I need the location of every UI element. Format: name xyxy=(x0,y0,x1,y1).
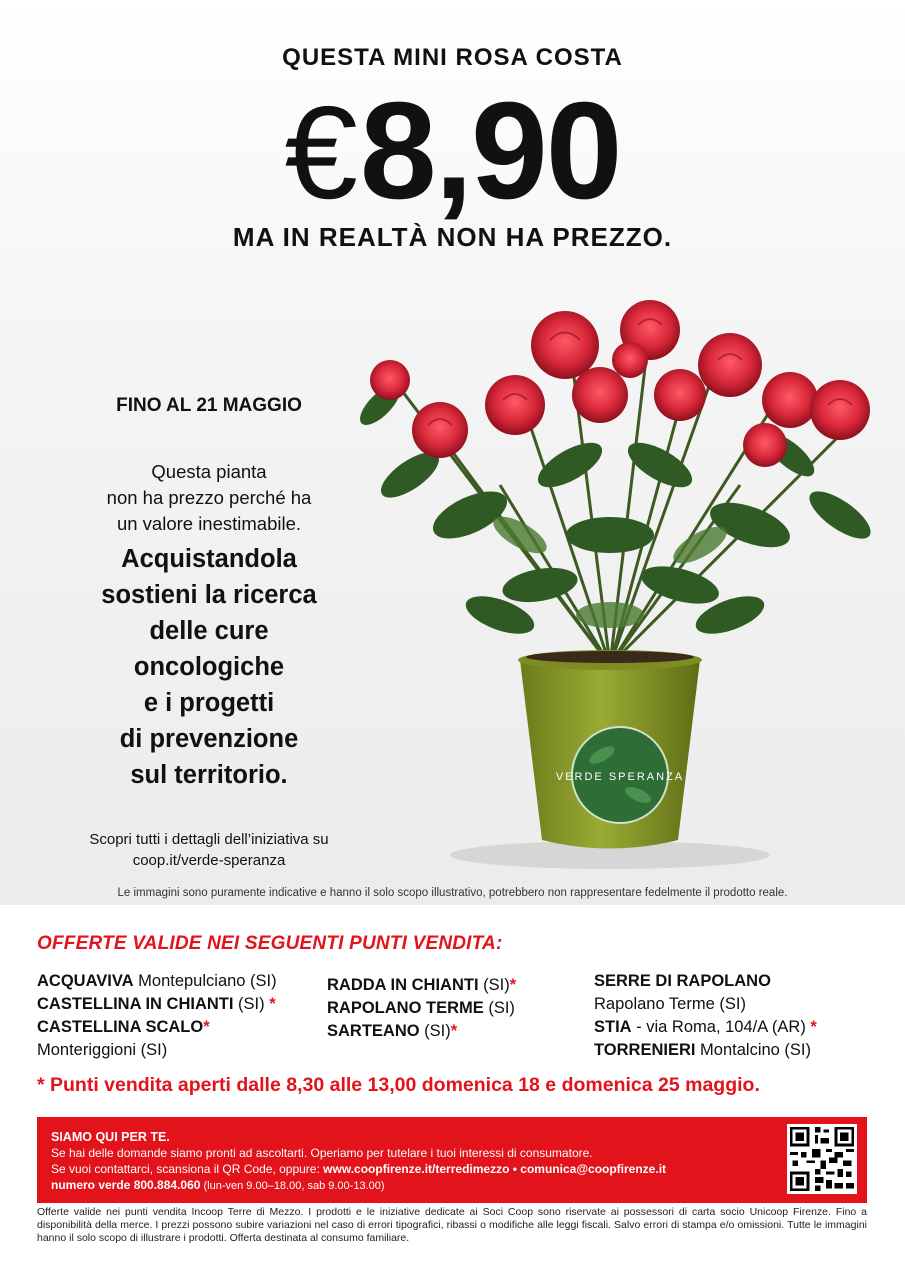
store-name: RADDA IN CHIANTI xyxy=(327,976,479,994)
asterisk-mark: * xyxy=(810,1018,817,1036)
store-item xyxy=(37,1039,327,1062)
main-line: oncologiche xyxy=(133,653,285,681)
main-line: e i progetti xyxy=(143,689,275,717)
contact-line xyxy=(51,1177,781,1194)
image-disclaimer: Le immagini sono puramente indicative e hanno il solo scopo illustrativo, potrebbero non rappresentare fedelmente il prodotto reale. xyxy=(117,887,788,899)
store-column xyxy=(594,970,864,1062)
store-item xyxy=(594,993,864,1016)
store-column xyxy=(327,974,587,1043)
store-location: Rapolano Terme (SI) xyxy=(594,995,746,1013)
store-name: ACQUAVIVA xyxy=(37,972,134,990)
contact-text xyxy=(51,1129,781,1194)
main-line: Acquistandola xyxy=(121,545,297,573)
main-line: delle cure xyxy=(149,617,269,645)
store-item xyxy=(37,993,327,1016)
intro-line: non ha prezzo perché ha xyxy=(106,487,312,508)
store-item xyxy=(594,1039,864,1062)
store-item xyxy=(327,1020,587,1043)
store-column xyxy=(37,970,327,1062)
headline-bottom: MA IN REALTÀ NON HA PREZZO. xyxy=(232,222,673,252)
intro-line: Questa pianta xyxy=(151,461,267,482)
phone-hours: (lun-ven 9.00–18.00, sab 9.00-13.00) xyxy=(200,1180,385,1192)
store-name: SERRE DI RAPOLANO xyxy=(594,972,771,990)
store-location: (SI) xyxy=(483,999,515,1017)
headline-top: QUESTA MINI ROSA COSTA xyxy=(282,44,623,71)
contact-line xyxy=(51,1161,781,1177)
store-location: Monteriggioni (SI) xyxy=(37,1041,168,1059)
asterisk-mark: * xyxy=(269,995,276,1013)
store-name: STIA xyxy=(594,1018,632,1036)
contact-line: Se hai delle domande siamo pronti ad ascoltarti. Operiamo per tutelare i tuoi interessi di consumatore. xyxy=(51,1146,593,1160)
store-location: (SI) xyxy=(419,1022,451,1040)
website-link[interactable]: www.coopfirenze.it/terredimezzo xyxy=(323,1162,510,1176)
details-link: coop.it/verde-speranza xyxy=(132,852,286,869)
contact-prefix: Se vuoi contattarci, scansiona il QR Code, oppure: xyxy=(51,1162,324,1176)
qr-code-icon[interactable] xyxy=(787,1124,857,1194)
store-name: CASTELLINA SCALO xyxy=(37,1018,204,1036)
asterisk-mark: * xyxy=(509,976,517,994)
store-name: RAPOLANO TERME xyxy=(327,999,484,1017)
price-currency: € xyxy=(284,79,356,226)
asterisk-mark: * xyxy=(450,1022,458,1040)
main-line: sul territorio. xyxy=(130,761,288,789)
store-location: (SI) xyxy=(233,995,270,1013)
store-item xyxy=(37,1016,327,1039)
store-location: - via Roma, 104/A (AR) xyxy=(631,1018,811,1036)
details-line: Scopri tutti i dettagli dell’iniziativa su xyxy=(89,831,329,848)
store-location: (SI) xyxy=(478,976,510,994)
asterisk-mark: * xyxy=(203,1018,210,1036)
store-item xyxy=(327,974,587,997)
price-value: 8,90 xyxy=(359,74,621,228)
contact-heading: SIAMO QUI PER TE. xyxy=(51,1130,170,1144)
pot-label: VERDE SPERANZA xyxy=(555,771,685,783)
legal-notes: Offerte valide nei punti vendita Incoop Terre di Mezzo. I prodotti e le iniziative dedicate ai Soci Coop sono riservate ai possessori di carta socio Unicoop Firenze. Fino a disponibilità della merce. I prezzi possono subire variazioni nel caso di errori tipografici, ribassi o modifiche alle leggi fiscali. Salvo errori di stampa e/o omissioni. Tutte le immagini hanno il solo scopo di illustrare i prodotti. Offerta destinata al consumo familiare. xyxy=(37,1206,867,1244)
store-location: Montalcino (SI) xyxy=(695,1041,812,1059)
store-name: CASTELLINA IN CHIANTI xyxy=(37,995,234,1013)
phone-number: numero verde 800.884.060 xyxy=(51,1178,201,1192)
main-line: sostieni la ricerca xyxy=(101,581,317,609)
contact-box xyxy=(37,1117,867,1203)
store-location: Montepulciano (SI) xyxy=(133,972,277,990)
opening-hours-note: * Punti vendita aperti dalle 8,30 alle 13,00 domenica 18 e domenica 25 maggio. xyxy=(37,1074,760,1096)
offers-title: OFFERTE VALIDE NEI SEGUENTI PUNTI VENDITA: xyxy=(37,933,503,954)
main-line: di prevenzione xyxy=(119,725,299,753)
promo-until: FINO AL 21 MAGGIO xyxy=(116,395,302,416)
store-item xyxy=(37,970,327,993)
intro-line: un valore inestimabile. xyxy=(116,513,302,534)
separator: • xyxy=(509,1162,521,1176)
store-item xyxy=(594,970,864,993)
rose-plant-image xyxy=(320,285,905,875)
store-name: TORRENIERI xyxy=(594,1041,696,1059)
email-link[interactable]: comunica@coopfirenze.it xyxy=(520,1162,667,1176)
store-item xyxy=(327,997,587,1020)
price xyxy=(0,74,905,228)
store-item xyxy=(594,1016,864,1039)
store-name: SARTEANO xyxy=(327,1022,420,1040)
